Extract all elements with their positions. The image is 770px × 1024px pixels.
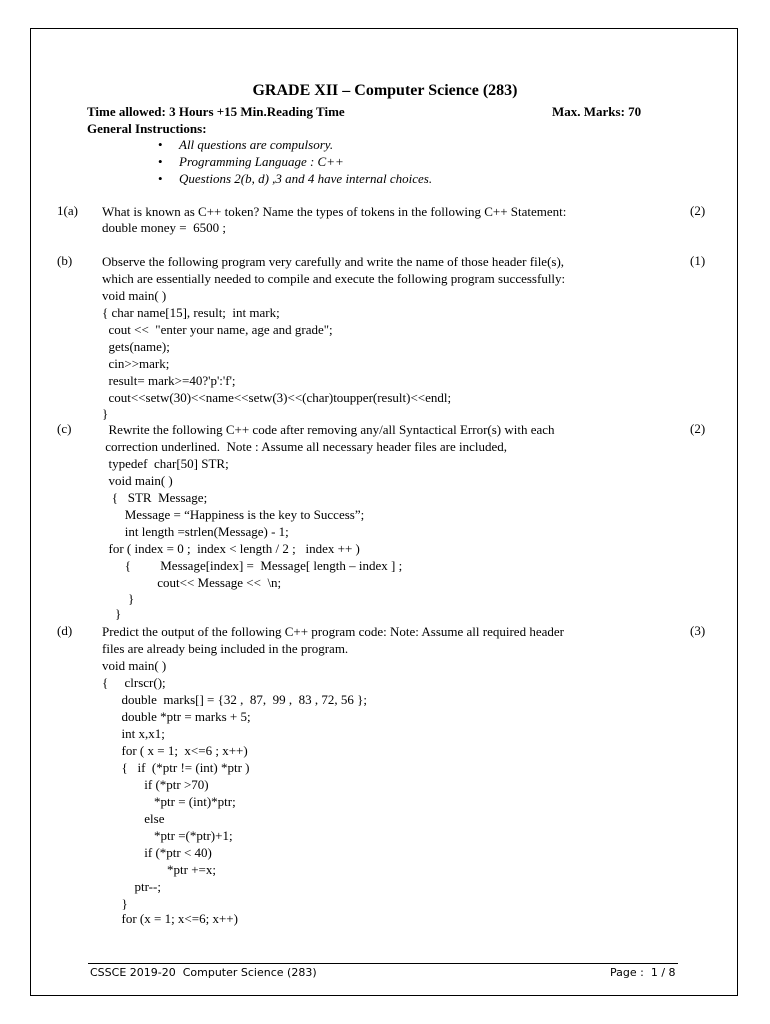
question-line: double money = 6500 ; — [102, 220, 226, 235]
code-line: if (*ptr >70) — [102, 777, 209, 792]
instruction-item: • Questions 2(b, d) ,3 and 4 have internal choices. — [158, 170, 432, 187]
code-line: } — [102, 896, 128, 911]
instruction-item: • Programming Language : C++ — [158, 153, 432, 170]
code-line: { if (*ptr != (int) *ptr ) — [102, 760, 250, 775]
question-number: 1(a) — [57, 203, 78, 218]
code-line: { char name[15], result; int mark; — [102, 305, 280, 320]
code-line: if (*ptr < 40) — [102, 845, 212, 860]
code-line: double marks[] = {32 , 87, 99 , 83 , 72, 56 }; — [102, 692, 367, 707]
question-number: (d) — [57, 623, 73, 638]
code-line: { STR Message; — [102, 490, 208, 505]
footer-left: CSSCE 2019-20 Computer Science (283) — [90, 966, 317, 979]
code-line: gets(name); — [102, 339, 170, 354]
code-line: cout<<setw(30)<<name<<setw(3)<<(char)toupper(result)<<endl; — [102, 390, 452, 405]
code-line: int x,x1; — [102, 726, 165, 741]
instruction-item: • All questions are compulsory. — [158, 136, 432, 153]
code-line: double *ptr = marks + 5; — [102, 709, 251, 724]
code-line: *ptr = (int)*ptr; — [102, 794, 236, 809]
code-line: void main( ) — [102, 288, 167, 303]
code-line: typedef char[50] STR; — [102, 456, 229, 471]
code-line: for ( x = 1; x<=6 ; x++) — [102, 743, 248, 758]
code-line: } — [102, 591, 135, 606]
question-line: What is known as C++ token? Name the types of tokens in the following C++ Statement: — [102, 204, 567, 219]
page-number: Page : 1 / 8 — [610, 966, 676, 979]
max-marks: Max. Marks: 70 — [552, 104, 642, 119]
code-line: Message = “Happiness is the key to Success”; — [102, 507, 365, 522]
code-line: cin>>mark; — [102, 356, 170, 371]
question-line: Observe the following program very carefully and write the name of those header file(s), — [102, 254, 565, 269]
question-marks: (1) — [690, 253, 706, 268]
code-line: } — [102, 606, 122, 621]
code-line: for (x = 1; x<=6; x++) — [102, 911, 238, 926]
footer-divider — [88, 963, 678, 964]
code-line: result= mark>=40?'p':'f'; — [102, 373, 236, 388]
code-line: { Message[index] = Message[ length – index ] ; — [102, 558, 403, 573]
time-allowed: Time allowed: 3 Hours +15 Min.Reading Time — [87, 104, 345, 119]
code-line: } — [102, 406, 109, 421]
question-line: Rewrite the following C++ code after removing any/all Syntactical Error(s) with each — [102, 422, 555, 437]
question-marks: (2) — [690, 203, 706, 218]
question-number: (c) — [57, 421, 72, 436]
instructions-list — [158, 136, 432, 187]
code-line: else — [102, 811, 165, 826]
question-line: correction underlined. Note : Assume all necessary header files are included, — [102, 439, 508, 454]
code-line: { clrscr(); — [102, 675, 166, 690]
question-marks: (2) — [690, 421, 706, 436]
code-line: cout << "enter your name, age and grade"; — [102, 322, 333, 337]
code-line: int length =strlen(Message) - 1; — [102, 524, 289, 539]
exam-title: GRADE XII – Computer Science (283) — [252, 82, 518, 99]
question-line: Predict the output of the following C++ program code: Note: Assume all required header — [102, 624, 564, 639]
code-line: *ptr =(*ptr)+1; — [102, 828, 233, 843]
question-line: which are essentially needed to compile and execute the following program successfully: — [102, 271, 566, 286]
question-line: files are already being included in the program. — [102, 641, 349, 656]
question-marks: (3) — [690, 623, 706, 638]
question-number: (b) — [57, 253, 73, 268]
code-line: void main( ) — [102, 473, 173, 488]
code-line: *ptr +=x; — [102, 862, 216, 877]
code-line: for ( index = 0 ; index < length / 2 ; index ++ ) — [102, 541, 360, 556]
code-line: cout<< Message << \n; — [102, 575, 282, 590]
code-line: ptr--; — [102, 879, 161, 894]
code-line: void main( ) — [102, 658, 167, 673]
general-instructions-heading: General Instructions: — [87, 121, 207, 136]
